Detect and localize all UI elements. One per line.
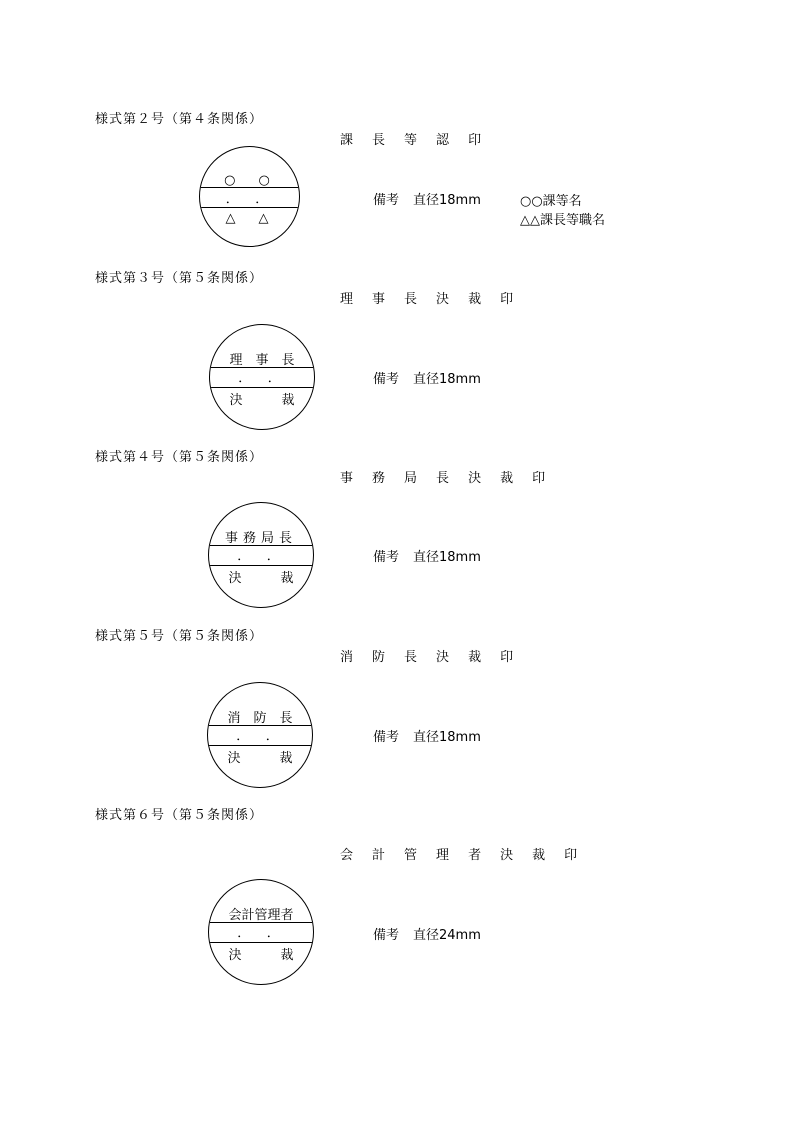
seal-stamp bbox=[199, 146, 300, 247]
seal-title-char: 認 bbox=[436, 133, 450, 148]
form-label: 様式第２号（第４条関係） bbox=[95, 112, 264, 127]
seal-divider bbox=[210, 387, 314, 388]
seal-title-char: 管 bbox=[404, 848, 418, 863]
seal-title-char: 裁 bbox=[468, 650, 482, 665]
note-value: 直径18mm bbox=[413, 730, 481, 745]
seal-title-char: 消 bbox=[340, 650, 354, 665]
seal-title-char: 裁 bbox=[500, 471, 514, 486]
seal-stamp bbox=[208, 502, 314, 608]
seal-note bbox=[373, 371, 481, 389]
note-value: 直径18mm bbox=[413, 372, 481, 387]
note-value: 直径18mm bbox=[413, 193, 481, 208]
seal-title-char: 理 bbox=[340, 292, 354, 307]
seal-bottom-text: 決 裁 bbox=[228, 948, 294, 963]
seal-title-char: 長 bbox=[404, 292, 418, 307]
seal-date-dots: ． ． bbox=[237, 549, 285, 564]
seal-top-text: 消 防 長 bbox=[227, 711, 293, 726]
seal-date-dots: ． ． bbox=[236, 729, 284, 744]
seal-title-char: 計 bbox=[372, 848, 386, 863]
seal-title bbox=[340, 133, 500, 149]
seal-bottom-text: 決 裁 bbox=[229, 393, 295, 408]
seal-top-text: 会計管理者 bbox=[228, 908, 294, 923]
seal-note bbox=[373, 549, 481, 567]
note-label: 備考 bbox=[373, 550, 400, 565]
seal-title-char: 決 bbox=[436, 292, 450, 307]
seal-divider bbox=[209, 942, 313, 943]
seal-stamp bbox=[208, 879, 314, 985]
seal-title bbox=[340, 292, 532, 308]
seal-legend bbox=[520, 192, 605, 230]
seal-bottom-text: 決 裁 bbox=[228, 571, 294, 586]
note-label: 備考 bbox=[373, 372, 400, 387]
note-value: 直径18mm bbox=[413, 550, 481, 565]
note-value: 直径24mm bbox=[413, 928, 481, 943]
seal-title-char: 長 bbox=[404, 650, 418, 665]
seal-date-dots: ． ． bbox=[237, 926, 285, 941]
seal-note bbox=[373, 192, 481, 210]
seal-title-char: 課 bbox=[340, 133, 354, 148]
seal-title-char: 務 bbox=[372, 471, 386, 486]
legend-line: △△課長等職名 bbox=[520, 213, 605, 228]
seal-title bbox=[340, 471, 564, 487]
seal-title-char: 裁 bbox=[468, 292, 482, 307]
seal-title-char: 局 bbox=[404, 471, 418, 486]
seal-note bbox=[373, 927, 481, 945]
note-label: 備考 bbox=[373, 193, 400, 208]
seal-bottom-text: 決 裁 bbox=[227, 751, 293, 766]
seal-title-char: 防 bbox=[372, 650, 386, 665]
seal-title-char: 事 bbox=[372, 292, 386, 307]
seal-bottom-text: △ △ bbox=[225, 211, 274, 226]
seal-note bbox=[373, 729, 481, 747]
seal-title-char: 事 bbox=[340, 471, 354, 486]
seal-title-char: 者 bbox=[468, 848, 482, 863]
seal-title bbox=[340, 848, 596, 864]
form-label: 様式第５号（第５条関係） bbox=[95, 629, 264, 644]
form-label: 様式第６号（第５条関係） bbox=[95, 808, 264, 823]
seal-title bbox=[340, 650, 532, 666]
seal-top-text: ○ ○ bbox=[224, 173, 275, 188]
seal-title-char: 印 bbox=[500, 650, 514, 665]
seal-title-char: 印 bbox=[532, 471, 546, 486]
seal-divider bbox=[209, 565, 313, 566]
seal-title-char: 等 bbox=[404, 133, 418, 148]
seal-title-char: 決 bbox=[436, 650, 450, 665]
seal-title-char: 長 bbox=[436, 471, 450, 486]
seal-title-char: 裁 bbox=[532, 848, 546, 863]
seal-title-char: 印 bbox=[468, 133, 482, 148]
seal-stamp bbox=[209, 324, 315, 430]
seal-title-char: 長 bbox=[372, 133, 386, 148]
seal-date-dots: ． ． bbox=[238, 371, 286, 386]
seal-divider bbox=[208, 745, 312, 746]
seal-stamp bbox=[207, 682, 313, 788]
seal-title-char: 理 bbox=[436, 848, 450, 863]
seal-top-text: 事務局長 bbox=[224, 531, 297, 546]
legend-line: ○○課等名 bbox=[520, 194, 582, 209]
seal-top-text: 理 事 長 bbox=[229, 353, 295, 368]
seal-title-char: 決 bbox=[468, 471, 482, 486]
seal-title-char: 決 bbox=[500, 848, 514, 863]
seal-title-char: 会 bbox=[340, 848, 354, 863]
note-label: 備考 bbox=[373, 730, 400, 745]
note-label: 備考 bbox=[373, 928, 400, 943]
form-label: 様式第４号（第５条関係） bbox=[95, 450, 264, 465]
seal-title-char: 印 bbox=[564, 848, 578, 863]
form-label: 様式第３号（第５条関係） bbox=[95, 271, 264, 286]
seal-title-char: 印 bbox=[500, 292, 514, 307]
seal-date-dots: ． ． bbox=[225, 192, 274, 207]
